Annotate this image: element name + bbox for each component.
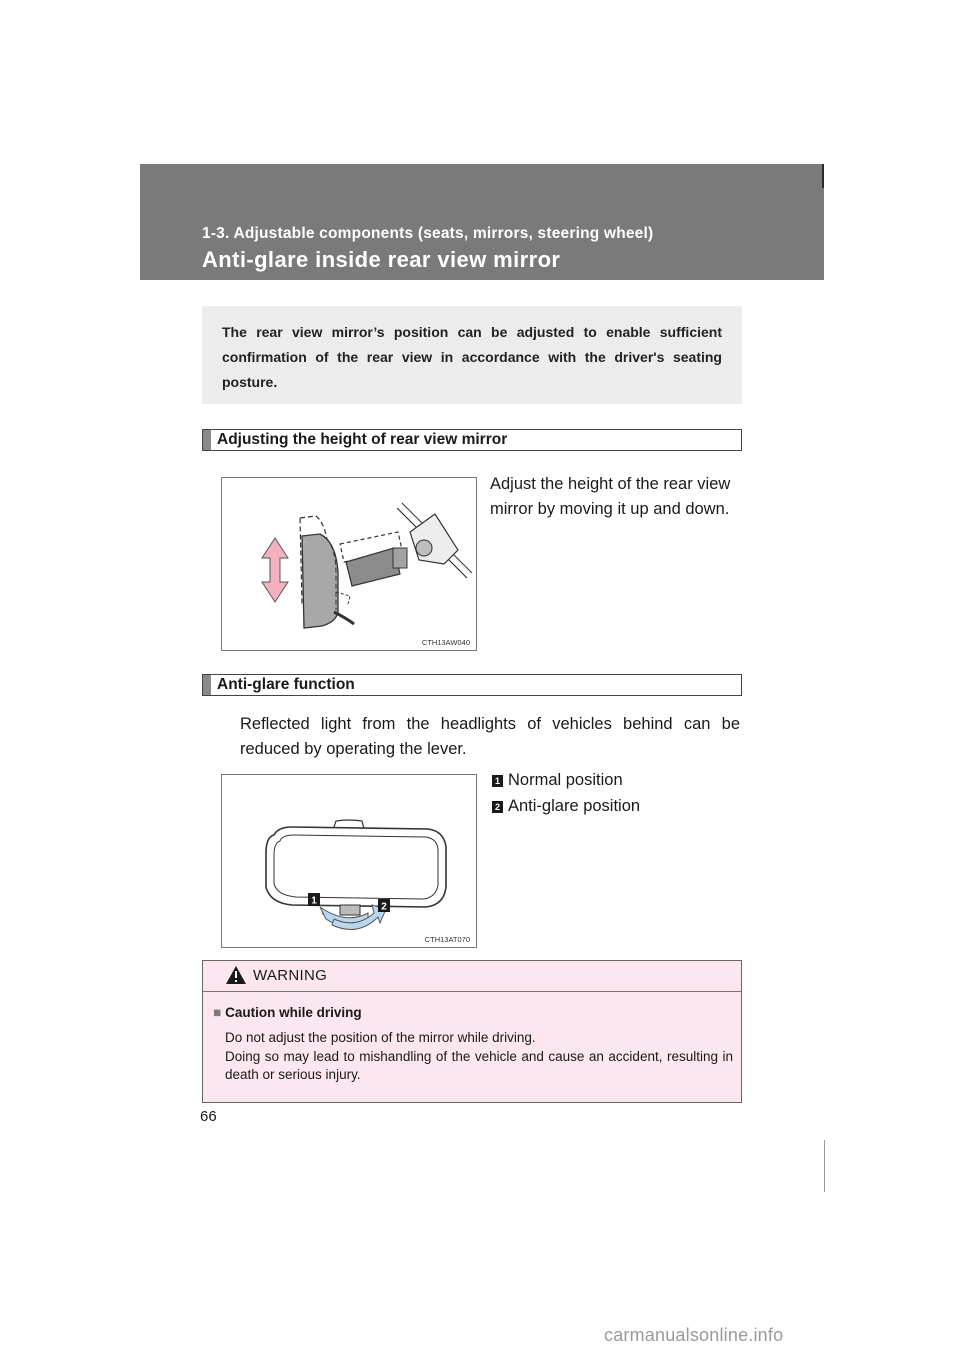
figure-antiglare-lever: [221, 774, 477, 948]
section-heading-antiglare: [202, 674, 742, 696]
warning-title: WARNING: [253, 967, 328, 984]
label-1: 1: [311, 895, 317, 907]
legend-label: Normal position: [508, 771, 623, 789]
warning-body: [225, 1029, 733, 1085]
warning-line2: Doing so may lead to mishandling of the vehicle and cause an accident, resulting in death or serious injury.: [225, 1048, 733, 1082]
number-badge: 2: [492, 801, 503, 813]
square-bullet-icon: ■: [213, 1005, 222, 1020]
section-heading-text: Anti-glare function: [217, 676, 355, 693]
antiglare-paragraph: Reflected light from the headlights of vehicles behind can be reduced by operating the lever.: [240, 715, 740, 758]
figure-code: CTH13AT070: [424, 935, 470, 944]
page-title: Anti-glare inside rear view mirror: [202, 247, 561, 272]
warning-box: [202, 960, 742, 1103]
legend-label: Anti-glare position: [508, 797, 641, 815]
intro-text: The rear view mirror’s position can be adjusted to enable sufficient confirmation of the rear view in accordance with the driver's seating posture.: [222, 324, 722, 390]
antiglare-mirror-illustration: [222, 775, 476, 947]
warning-subheading: [213, 1005, 362, 1020]
margin-line: [824, 1140, 825, 1192]
number-badge: 1: [492, 775, 503, 787]
watermark: carmanualsonline.info: [604, 1325, 784, 1345]
legend-item-normal: [492, 771, 623, 790]
legend-item-antiglare: [492, 797, 640, 816]
section-heading-height: [202, 429, 742, 451]
height-description-line1: Adjust the height of the rear view: [490, 475, 731, 493]
warning-subheading-text: Caution while driving: [225, 1005, 362, 1020]
section-label: 1-3. Adjustable components (seats, mirrors, steering wheel): [202, 225, 654, 242]
header-edge-mark: [822, 164, 824, 188]
figure-code: CTH13AW040: [421, 638, 470, 647]
heading-bar: [203, 430, 211, 450]
warning-triangle-icon: [225, 965, 247, 985]
label-2: 2: [381, 901, 387, 913]
figure-mirror-height: [221, 477, 477, 651]
intro-box: [202, 306, 742, 404]
warning-header: [203, 961, 741, 992]
height-description-line2: mirror by moving it up and down.: [490, 500, 730, 518]
warning-line1: Do not adjust the position of the mirror while driving.: [225, 1030, 536, 1045]
heading-bar: [203, 675, 211, 695]
page-number: 66: [200, 1108, 217, 1125]
mirror-height-illustration: [222, 478, 476, 650]
section-heading-text: Adjusting the height of rear view mirror: [217, 431, 508, 448]
